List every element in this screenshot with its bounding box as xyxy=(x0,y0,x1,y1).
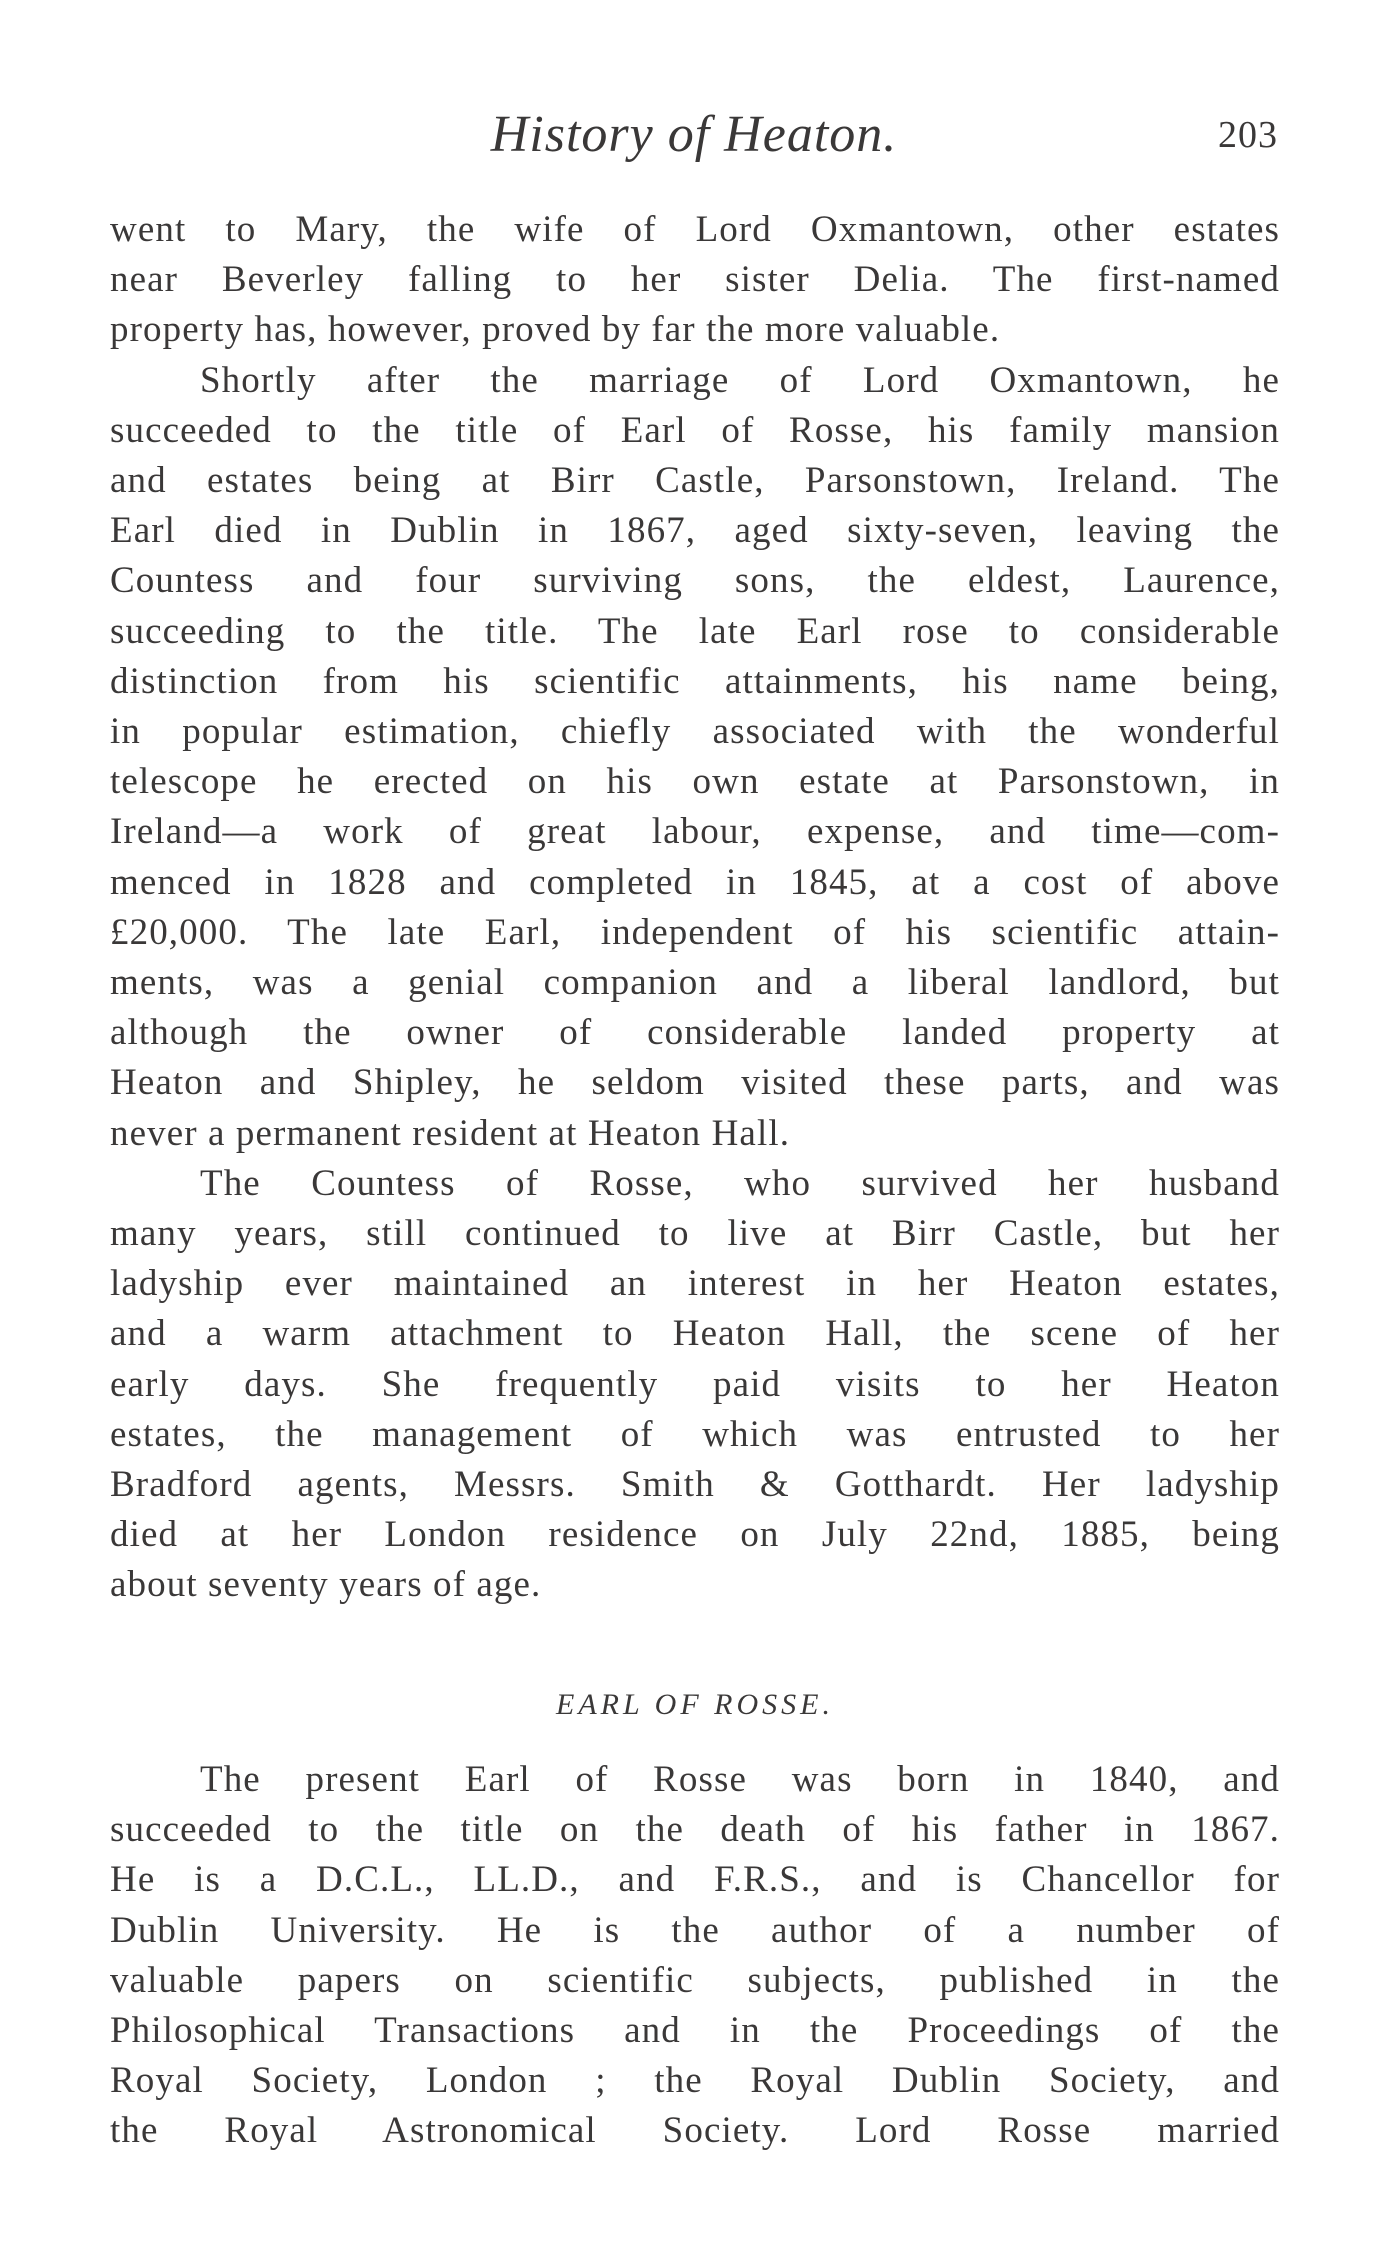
page-number: 203 xyxy=(1218,114,1278,156)
section-heading: EARL OF ROSSE. xyxy=(556,1688,834,1721)
text-line: menced in 1828 and completed in 1845, at a cost of above xyxy=(110,861,1280,903)
paragraph-2 xyxy=(110,356,1280,1159)
text-line: Earl died in Dublin in 1867, aged sixty-seven, leaving the xyxy=(110,510,1280,552)
text-line: telescope he erected on his own estate at Parsonstown, in xyxy=(110,761,1280,803)
text-line: Bradford agents, Messrs. Smith & Gotthardt. Her ladyship xyxy=(110,1464,1280,1506)
text-line: died at her London residence on July 22nd, 1885, being xyxy=(110,1514,1280,1556)
text-line: the Royal Astronomical Society. Lord Rosse married xyxy=(110,2110,1280,2152)
text-line: succeeded to the title on the death of his father in 1867. xyxy=(110,1809,1280,1851)
text-line: never a permanent resident at Heaton Hall. xyxy=(110,1112,791,1154)
text-line: and estates being at Birr Castle, Parsonstown, Ireland. The xyxy=(110,460,1280,502)
text-line: Countess and four surviving sons, the eldest, Laurence, xyxy=(110,560,1280,602)
text-line: about seventy years of age. xyxy=(110,1564,542,1606)
running-title: History of Heaton. xyxy=(490,106,898,163)
running-head xyxy=(110,100,1278,170)
text-line: estates, the management of which was entrusted to her xyxy=(110,1413,1280,1455)
paragraph-4 xyxy=(110,1755,1280,2157)
text-line: Royal Society, London ; the Royal Dublin Society, and xyxy=(110,2060,1280,2102)
text-line: property has, however, proved by far the more valuable. xyxy=(110,309,1001,351)
text-line: £20,000. The late Earl, independent of his scientific attain- xyxy=(110,911,1280,953)
text-line: The present Earl of Rosse was born in 1840, and xyxy=(200,1759,1280,1800)
text-line: He is a D.C.L., LL.D., and F.R.S., and is Chancellor for xyxy=(110,1859,1280,1901)
text-line: Philosophical Transactions and in the Proceedings of the xyxy=(110,2010,1280,2052)
paragraph-3 xyxy=(110,1159,1280,1611)
text-line: succeeding to the title. The late Earl rose to considerable xyxy=(110,610,1280,652)
text-line: Shortly after the marriage of Lord Oxmantown, he xyxy=(200,359,1280,401)
text-line: Ireland—a work of great labour, expense, and time—com- xyxy=(110,811,1280,853)
text-line: Dublin University. He is the author of a number of xyxy=(110,1909,1280,1951)
text-line: valuable papers on scientific subjects, published in the xyxy=(110,1959,1280,2001)
text-line: and a warm attachment to Heaton Hall, the scene of her xyxy=(110,1313,1280,1355)
text-line: although the owner of considerable landed property at xyxy=(110,1012,1280,1054)
text-line: went to Mary, the wife of Lord Oxmantown, other estates xyxy=(110,209,1280,250)
text-line: near Beverley falling to her sister Delia. The first-named xyxy=(110,259,1280,301)
text-line: The Countess of Rosse, who survived her husband xyxy=(200,1162,1280,1204)
text-line: ments, was a genial companion and a liberal landlord, but xyxy=(110,962,1280,1004)
text-line: Heaton and Shipley, he seldom visited these parts, and was xyxy=(110,1062,1280,1104)
text-line: in popular estimation, chiefly associated with the wonderful xyxy=(110,711,1280,753)
text-line: early days. She frequently paid visits to her Heaton xyxy=(110,1363,1280,1405)
body-text-continued xyxy=(110,1755,1280,2157)
text-line: many years, still continued to live at Birr Castle, but her xyxy=(110,1213,1280,1255)
body-text xyxy=(110,205,1280,1611)
text-line: succeeded to the title of Earl of Rosse, his family mansion xyxy=(110,409,1280,451)
paragraph-1 xyxy=(110,205,1280,356)
text-line: distinction from his scientific attainments, his name being, xyxy=(110,660,1280,702)
text-line: ladyship ever maintained an interest in her Heaton estates, xyxy=(110,1263,1280,1305)
